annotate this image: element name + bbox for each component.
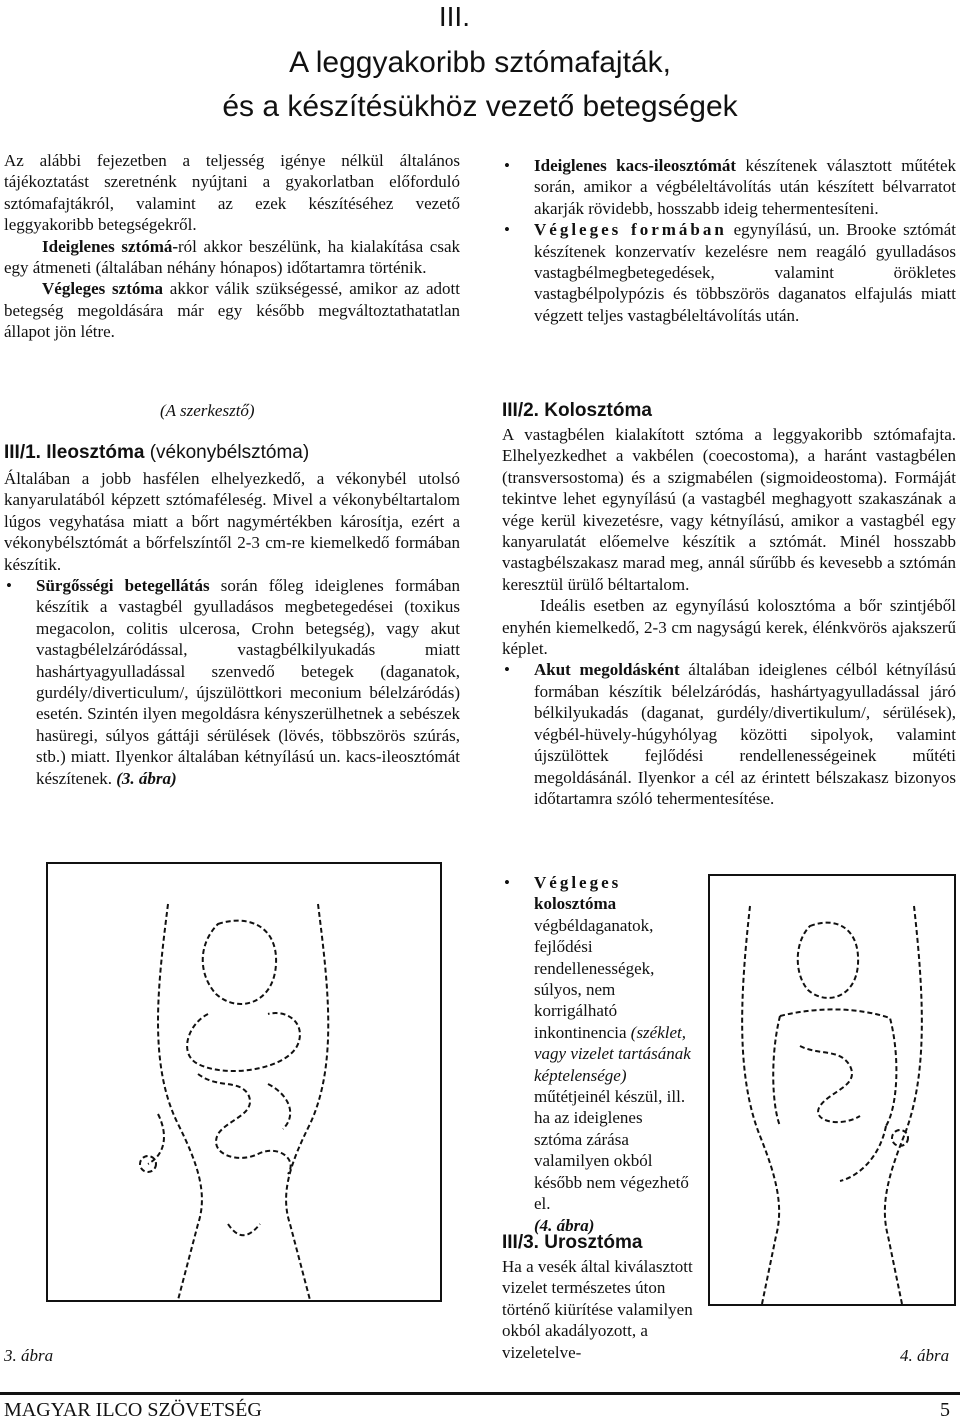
right-b1-bold: Ideiglenes kacs-ileosztómát <box>534 156 737 175</box>
section3-paragraph-1: Ha a vesék által kiválasztott vizelet természetes úton történő kiürítése valamilyen okból akadályozott, a vizeletelve- <box>502 1257 693 1362</box>
chapter-number: III. <box>438 1 470 32</box>
footer-rule <box>0 1392 960 1395</box>
section2-paragraph-1: A vastagbélen kialakított sztóma a leggyakoribb sztómafajta. Elhelyezkedhet a vakbélen (coecostoma), a haránt vastagbélen (transversostoma) és a szigmabélen (sigmoideostoma). Formáját tekintve lehet egynyílású (a vastagbél meghagyott szakaszának a vége kerül kivezetésre, vagy kétnyílású, amikor a vastagbél egy kanyarulatát előemelve készítik a sztómát. Minél hosszabb vastagbélszakasz marad meg, annál sűrűbb és kevesebb a sztómán keresztül ürülő béltartalom. <box>502 425 956 594</box>
abdomen-ileostomy-illustration <box>48 864 440 1300</box>
figure-4-frame <box>708 874 956 1306</box>
footer-organization: MAGYAR ILCO SZÖVETSÉG <box>4 1399 262 1421</box>
page-number: 5 <box>940 1399 950 1421</box>
intro-p3-text: akkor válik szükségessé, amikor az adott betegség megoldására már egy később megváltoztathatatlan állapot jön létre. <box>4 279 460 342</box>
section2-paragraph-2: Ideális esetben az egynyílású kolosztóma a bőr szintjéből enyhén kiemelkedő, 2-3 cm nagyságú kerek, élénkvörös ajakszerű képlet. <box>502 596 956 659</box>
intro-p2-bold: Ideiglenes sztómá- <box>42 236 179 256</box>
page-title-line2: és a készítésükhöz vezető betegségek <box>222 90 738 123</box>
section1-b1-bold: Sürgősségi betegellátás <box>36 576 210 596</box>
figure-4-caption: 4. ábra <box>900 1346 950 1365</box>
section1-bullet-1 <box>4 575 460 789</box>
right-bullet-1 <box>502 155 956 219</box>
figure-3-caption: 3. ábra <box>4 1346 54 1365</box>
section1-heading-main: III/1. Ileosztóma <box>4 442 145 463</box>
right-b2-bold: Végleges formában <box>534 220 727 240</box>
abdomen-colostomy-illustration <box>710 876 954 1304</box>
right-bullet-2 <box>502 219 956 326</box>
figure-3-frame <box>46 862 442 1302</box>
page-title-line1: A leggyakoribb sztómafajták, <box>289 46 671 79</box>
intro-block <box>4 150 460 343</box>
intro-p3-bold: Végleges sztóma <box>42 279 164 299</box>
section2-body <box>502 424 956 809</box>
section2-b1-bold: Akut megoldásként <box>534 660 680 680</box>
section2-b2-text1: végbéldaganatok, fejlődési rendellenességek, súlyos, nem korrigálható inkontinencia <box>534 915 655 1042</box>
section2-bullet-1 <box>502 659 956 809</box>
section1-b1-text: során főleg ideiglenes formában készítik a vastagbél gyulladásos megbetegedései (toxikus megacolon, colitis ulcerosa, Crohn betegség), vagy akut vastagbélelzáródással, vastagbélkilyukadás miatt hashártyagyulladással szenvedő betegek (daganatok, gurdély/diverticulum/, újszülöttkori meconium bélelzáródás) esetén. Szintén ilyen megoldásra kényszerülhetnek a sebészek hasüregi, súlyos gáttáji sérülések (lövés, többszörös szúrás, stb.) miatt. Ilyenkor általában kétnyílású un. kacs-ileosztómát készítenek. <box>36 576 461 788</box>
section2-b2-bold1: Végleges <box>534 873 622 892</box>
intro-p2-text: ról akkor beszélünk, ha kialakítása csak egy átmeneti (általában néhány hónapos) időtartamra történik. <box>4 236 460 278</box>
section1-body <box>4 468 460 789</box>
section2-b2-bold2: kolosztóma <box>534 894 617 914</box>
section1-paragraph-1: Általában a jobb hasfélen elhelyezkedő, a vékonybél utolsó kanyarulatából képzett sztómaféleség. Mivel a vékonybéltartalom lúgos vegyhatása miatt a bőrt nagymértékben károsítja, ezért a vékonybélsztómát a bőrfelszíntől 2-3 cm-re kiemelkedő formában készítik. <box>4 469 460 574</box>
section1-heading-sub: (vékonybélsztóma) <box>144 442 310 463</box>
section-heading-urostomy: III/3. Urosztóma <box>502 1232 643 1253</box>
figure-ref-4: (4. ábra) <box>534 1215 595 1235</box>
section2-b2-text2: műtétjeinél készül, ill. ha az ideiglenes sztóma zárása valamilyen okból később nem végezhető el. <box>534 1087 689 1214</box>
editor-signature: (A szerkesztő) <box>160 401 255 420</box>
figure-ref-3: (3. ábra) <box>112 768 177 788</box>
intro-paragraph-3 <box>4 278 460 342</box>
intro-paragraph-1: Az alábbi fejezetben a teljesség igénye nélkül általános tájékoztatást szeretnénk nyújtani a gyakorlatban előforduló sztómafajtákról, valamint az ezek készítéséhez vezető leggyakoribb betegségekről. <box>4 151 460 235</box>
right-top-bullets <box>502 155 956 326</box>
section2-b1-text: általában ideiglenes célból kétnyílású formában készítik bélelzáródás, hashártyagyulladással járó bélkilyukadás (daganat, gurdély/divertikulum/, sérülések), végbél-hüvely-húgyhólyag közötti sipolyok, valamint újszülöttek fejlődési rendellenességeinek műtéti megoldásánál. Ilyenkor a cél az érintett bélszakasz bizonyos időtartamra szóló tehermentesítése. <box>534 660 957 808</box>
section2-b2-italic: (széklet, vagy vizelet tartásának képtelensége) <box>534 1022 691 1085</box>
right-b2-text: egynyílású, un. Brooke sztómát készítenek konzervatív kezelésre nem reagáló gyulladásos vastagbélmegbetegedések, valamint örökletes vastagbélpolypózis és többszörös daganatos elfajulás miatt végzett teljes vastagbéleltávolítás után. <box>534 220 956 325</box>
section-heading-colostomy: III/2. Kolosztóma <box>502 400 652 421</box>
intro-paragraph-2 <box>4 236 460 279</box>
section-heading-ileostoma <box>4 442 309 464</box>
section2-bullet-2 <box>502 872 692 1236</box>
right-b1-text: készítenek választott műtétek során, amikor a végbéleltávolítás után készített bélvarratot akarják rövidebb, hosszabb ideig tehermentesíteni. <box>534 156 956 218</box>
